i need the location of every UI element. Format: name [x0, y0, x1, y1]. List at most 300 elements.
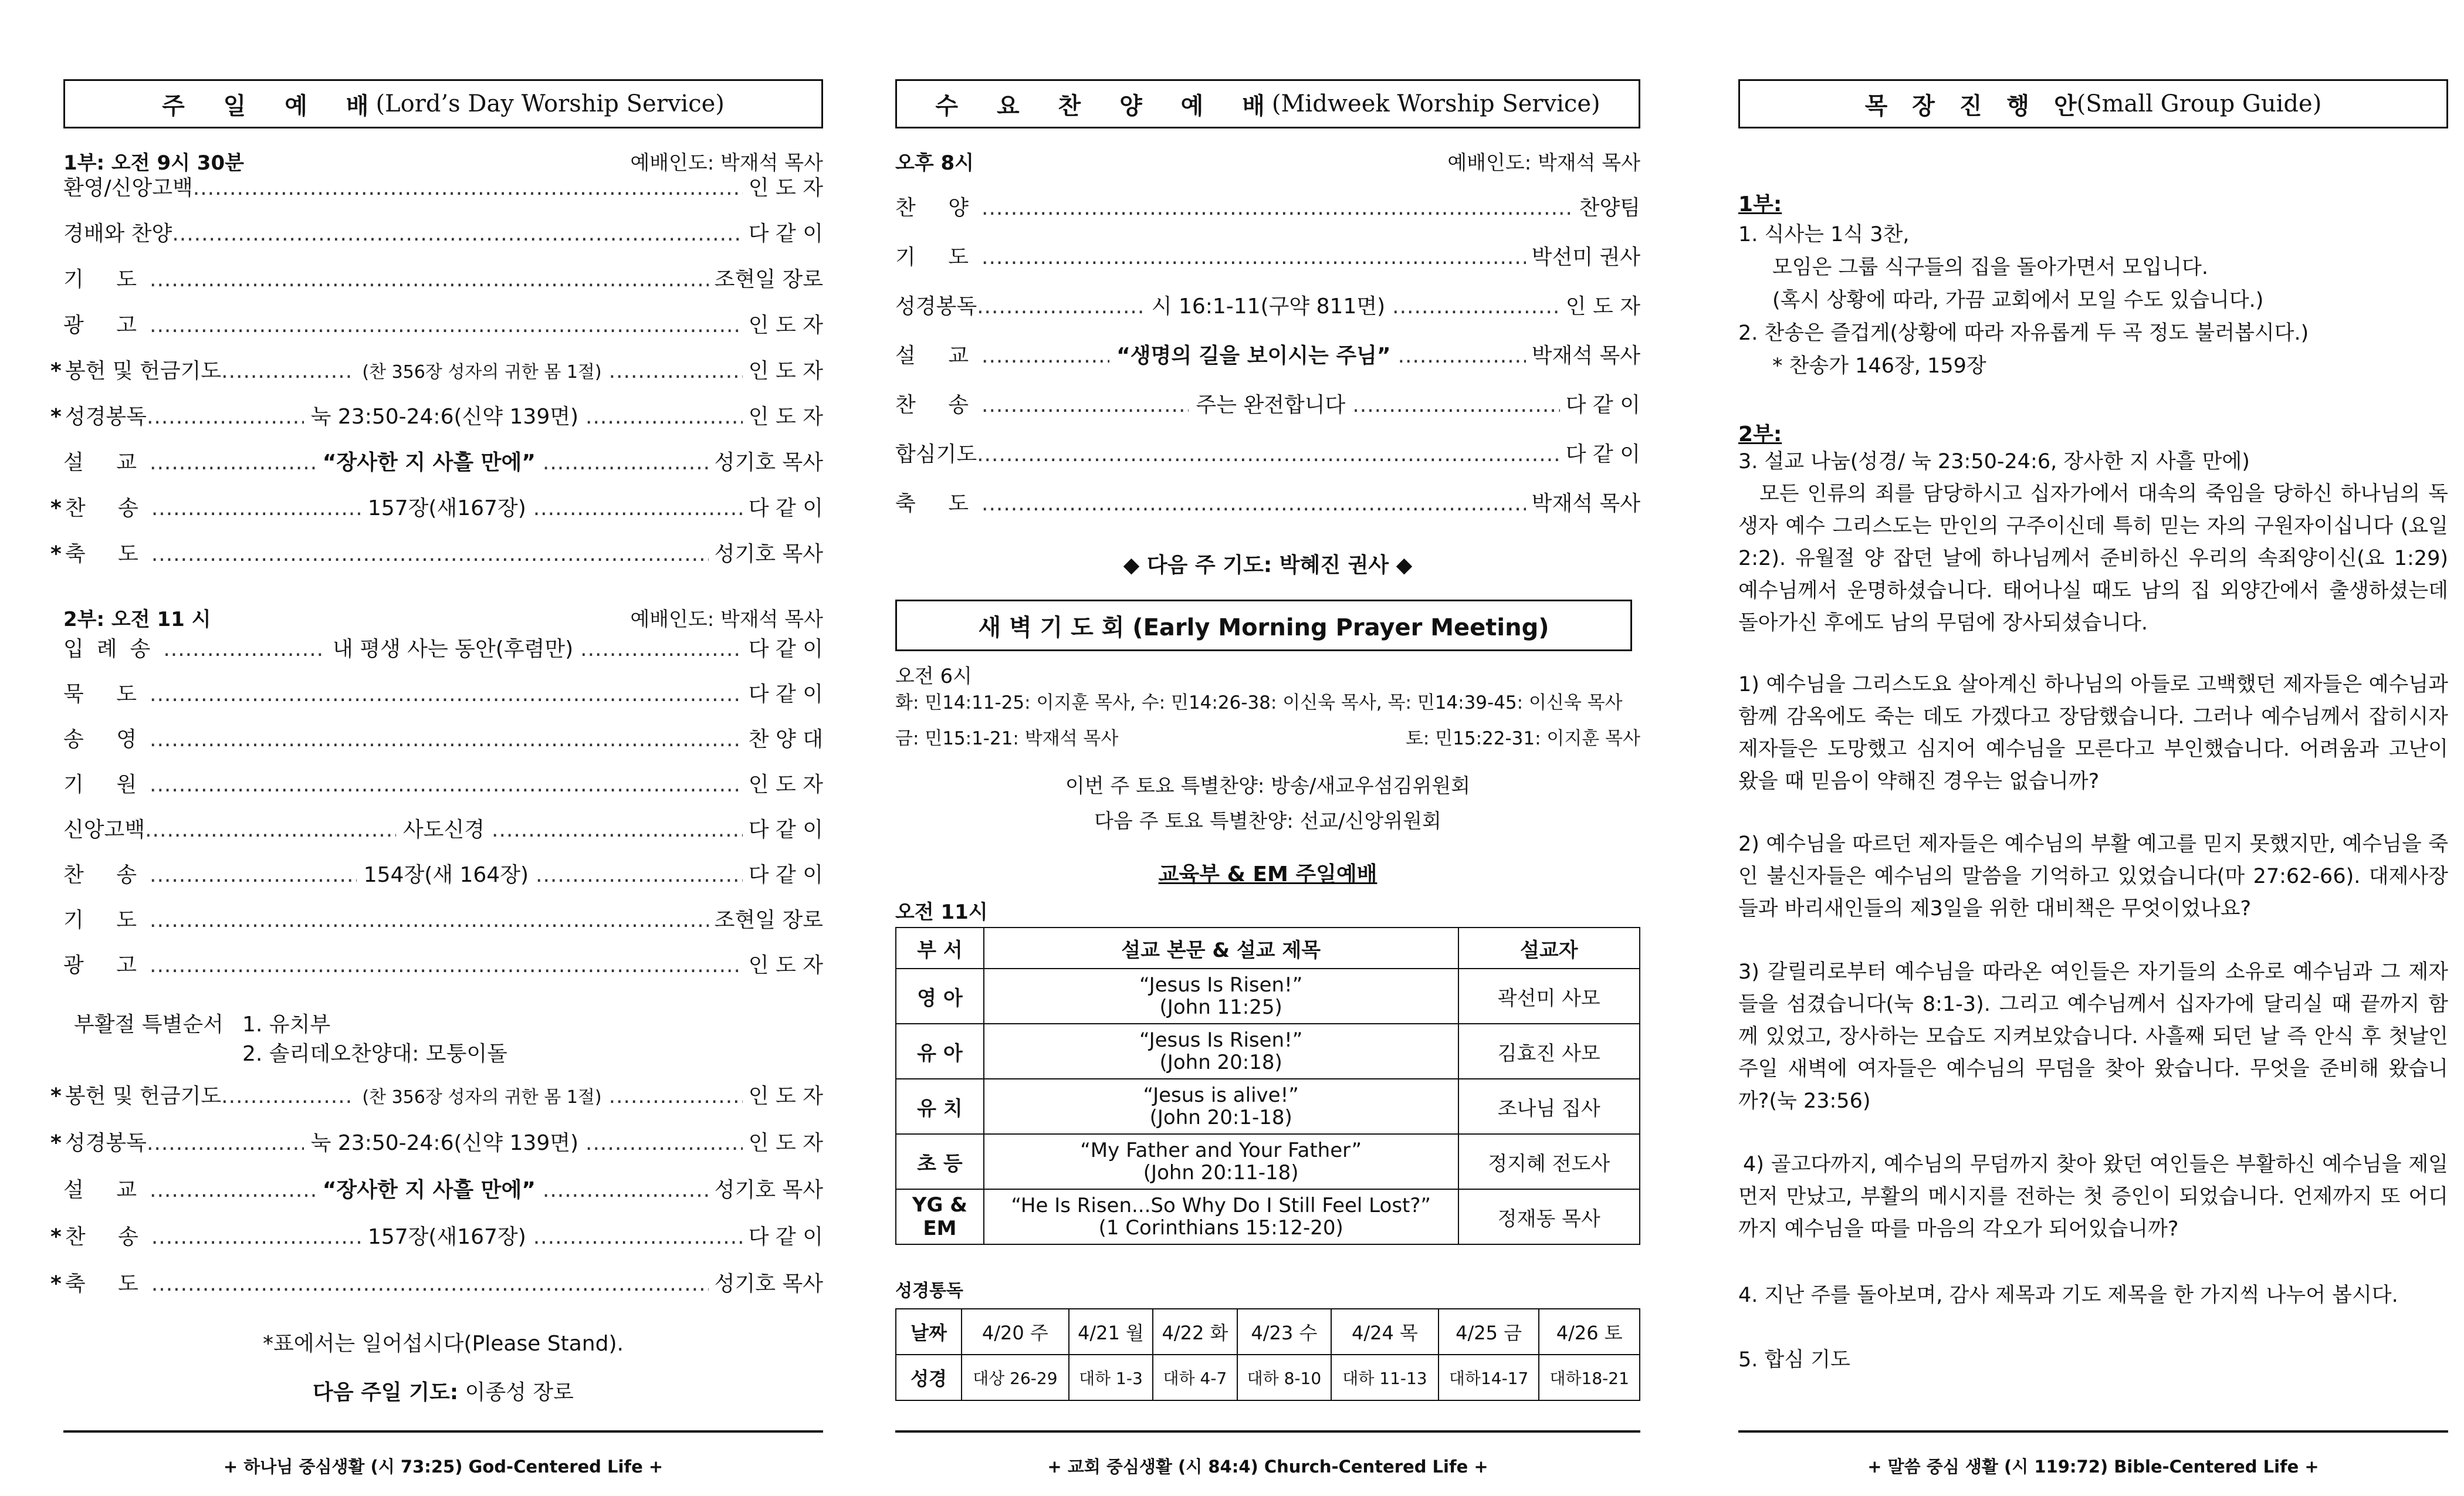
- order-label: [63, 903, 150, 933]
- sermon-title: “My Father and Your Father”: [1080, 1139, 1362, 1162]
- reading-dates-row: [896, 1309, 1640, 1355]
- order-item: [63, 446, 823, 476]
- order-label-text: 송 영: [63, 727, 150, 752]
- title-english: (Small Group Guide): [2076, 90, 2322, 117]
- order-label: [65, 400, 147, 430]
- dept-name-2: EM: [923, 1217, 957, 1240]
- order-item: [50, 400, 823, 430]
- order-label-text: 성경봉독: [65, 405, 147, 429]
- sermon-title: “Jesus Is Risen!”: [1139, 973, 1303, 997]
- order-person: 성기호 목사: [714, 451, 823, 475]
- midweek-header: [895, 147, 1640, 175]
- order-person: 성기호 목사: [714, 542, 823, 566]
- dept-name: 유 치: [917, 1096, 963, 1121]
- next-sunday-prayer: [63, 1376, 823, 1406]
- leader-dots: [150, 773, 743, 797]
- next-prayer-label: 다음 주일 기도:: [313, 1380, 459, 1404]
- dept-cell: [896, 1134, 984, 1189]
- order-label-text: 기 도: [63, 908, 150, 932]
- leader-dots: [580, 637, 743, 661]
- leader-dots: [536, 863, 743, 887]
- order-label: [63, 768, 150, 798]
- order-label-text: 찬 양: [895, 196, 981, 220]
- order-item: [895, 388, 1640, 418]
- order-label: [63, 309, 150, 339]
- reading-date: 4/24 목: [1331, 1309, 1439, 1355]
- dawn-schedule-2-right: 토: 민15:22-31: 이지훈 목사: [1405, 728, 1640, 749]
- leader-dots: [147, 405, 304, 429]
- order-label: [895, 290, 977, 320]
- order-label: [895, 339, 981, 369]
- part2-item4: 4. 지난 주를 돌아보며, 감사 제목과 기도 제목을 한 가지씩 나누어 봅시다.: [1738, 1284, 2398, 1307]
- order-detail: 157장(새167장): [367, 496, 526, 520]
- sermon-title: “Jesus is alive!”: [1143, 1084, 1299, 1107]
- speaker-cell: 곽선미 사모: [1458, 969, 1640, 1024]
- speaker-cell: 조나님 집사: [1458, 1079, 1640, 1134]
- order-item: [50, 1267, 823, 1297]
- reading-date: 4/21 월: [1069, 1309, 1153, 1355]
- leader-dots: [172, 222, 742, 246]
- reading-passages-row: [896, 1355, 1640, 1400]
- order-detail: 내 평생 사는 동안(후렴만): [332, 637, 574, 661]
- sermon-reference: (John 20:11-18): [1143, 1161, 1299, 1184]
- dawn-prayer-title: [895, 600, 1632, 651]
- leader-dots: [1392, 295, 1560, 319]
- footer-text: + 말씀 중심 생활 (시 119:72) Bible-Centered Life +: [1867, 1457, 2319, 1477]
- title-korean: 목 장 진 행 안: [1864, 92, 2085, 120]
- reading-date: 4/22 화: [1153, 1309, 1237, 1355]
- order-item: [63, 723, 823, 753]
- part2-item5: 5. 합심 기도: [1738, 1348, 1850, 1372]
- order-label: [65, 1126, 147, 1156]
- order-label-text: 성경봉독: [65, 1131, 147, 1155]
- education-time: 오전 11시: [895, 901, 988, 924]
- order-label-text: 합심기도: [895, 442, 977, 466]
- footer-text: + 교회 중심생활 (시 84:4) Church-Centered Life +: [1047, 1457, 1488, 1477]
- order-item: [895, 438, 1640, 468]
- part1-item1-detail: 모임은 그룹 식구들의 집을 돌아가면서 모입니다.: [1772, 256, 2208, 279]
- order-label-text: 설 교: [63, 451, 150, 475]
- order-detail: 157장(새167장): [367, 1225, 526, 1249]
- reading-date: 4/25 금: [1439, 1309, 1539, 1355]
- footer-text: + 하나님 중심생활 (시 73:25) God-Centered Life +: [223, 1457, 664, 1477]
- order-label: [65, 354, 221, 384]
- footer-rule: [63, 1430, 823, 1433]
- footer-rule: [1738, 1430, 2448, 1433]
- education-row: [896, 1079, 1640, 1134]
- order-detail: 사도신경: [402, 818, 485, 842]
- title-korean: 수 요 찬 양 예 배: [935, 92, 1280, 120]
- leader-dots: [1352, 393, 1559, 417]
- order-person: 박재석 목사: [1531, 344, 1641, 368]
- service1-time: 1부: 오전 9시 30분: [63, 151, 244, 175]
- order-person: 박재석 목사: [1531, 492, 1640, 516]
- dept-cell: [896, 1189, 984, 1244]
- order-label-text: 설 교: [63, 1178, 150, 1202]
- order-item: [50, 1220, 824, 1250]
- order-person: 다 같 이: [748, 682, 823, 706]
- sermon-cell: [984, 1079, 1458, 1134]
- order-label: [65, 492, 151, 522]
- order-label-text: 설 교: [895, 344, 981, 368]
- sermon-cell: [984, 969, 1458, 1024]
- special-praise-next-week: 다음 주 토요 특별찬양: 선교/신앙위원회: [1094, 810, 1441, 833]
- order-detail: “장사한 지 사흘 만에”: [322, 451, 536, 475]
- header-sermon: 설교 본문 & 설교 제목: [984, 928, 1458, 969]
- speaker-cell: 김효진 사모: [1458, 1024, 1640, 1079]
- order-item: [50, 537, 823, 567]
- order-label-text: 광 고: [63, 313, 150, 337]
- education-table-header: [896, 928, 1640, 969]
- order-detail: 주는 완전합니다: [1196, 393, 1346, 417]
- leader-dots: [150, 727, 743, 752]
- stand-marker: *: [50, 542, 62, 566]
- leader-dots: [163, 637, 326, 661]
- leader-dots: [981, 344, 1109, 368]
- question-3: 3) 갈릴리로부터 예수님을 따라온 여인들은 자기들의 소유로 예수님과 그 제자들을 섬겼습니다(눅 8:1-3). 그리고 예수님께서 십자가에 달리실 때 끝까지 함께 있었고, 장사하는 모습도 지켜보았습니다. 사흘째 되던 날 즉 안식 후 첫날인 주일 새벽에 여자들은 예수님의 무덤을 찾아 왔습니다. 무엇을 준비해 왔습니까?(눅 23:56): [1738, 960, 2448, 1113]
- order-detail: 눅 23:50-24:6(신약 139면): [310, 405, 579, 429]
- dawn-title-text: 새 벽 기 도 회 (Early Morning Prayer Meeting): [978, 614, 1549, 641]
- reading-date: 4/23 수: [1237, 1309, 1331, 1355]
- order-person: 성기호 목사: [714, 1272, 823, 1296]
- leader-dots: [533, 1225, 743, 1249]
- order-item: [63, 903, 823, 933]
- stand-marker: *: [50, 359, 62, 383]
- order-label-text: 성경봉독: [895, 295, 977, 319]
- easter-label: 부활절 특별순서: [74, 1013, 224, 1037]
- leader-dots: [193, 176, 743, 200]
- sermon-cell: [984, 1024, 1458, 1079]
- part1-heading: 1부:: [1738, 192, 1782, 216]
- special-praise-this-week: 이번 주 토요 특별찬양: 방송/새교우섬김위원회: [1065, 774, 1471, 798]
- service2-time: 2부: 오전 11 시: [63, 608, 211, 631]
- reading-passage: 대하14-17: [1439, 1355, 1539, 1400]
- order-detail: “생명의 길을 보이시는 주님”: [1116, 344, 1391, 368]
- question-4: 4) 골고다까지, 예수님의 무덤까지 찾아 왔던 여인들은 부활하신 예수님을 제일 먼저 만났고, 부활의 메시지를 전하는 첫 증인이 되었습니다. 언제까지 또 어디까지 예수님을 따를 마음의 각오가 되어있습니까?: [1738, 1153, 2448, 1241]
- part1-hymns: * 찬송가 146장, 159장: [1772, 354, 1986, 378]
- leader-dots: [533, 496, 743, 520]
- leader-dots: [981, 245, 1526, 269]
- order-detail: 시 16:1-11(구약 811면): [1151, 295, 1386, 319]
- reading-date: 4/20 주: [962, 1309, 1069, 1355]
- order-label-text: 축 도: [65, 542, 151, 566]
- order-person: 다 같 이: [1565, 393, 1641, 417]
- reading-passage: 대하 4-7: [1153, 1355, 1237, 1400]
- reading-passage-label: 성경: [896, 1355, 962, 1400]
- order-label: [63, 723, 150, 753]
- order-label-text: 축 도: [895, 492, 981, 516]
- header-speaker: 설교자: [1458, 928, 1640, 969]
- lords-day-title: [63, 79, 823, 128]
- education-table: [895, 927, 1640, 1245]
- order-person: 조현일 장로: [714, 908, 823, 932]
- order-item: [895, 339, 1640, 369]
- leader-dots: [150, 1178, 316, 1202]
- order-label-text: 봉헌 및 헌금기도: [65, 359, 222, 383]
- order-label-text: 광 고: [63, 953, 150, 977]
- order-label: [895, 388, 981, 418]
- sermon-title: “Jesus Is Risen!”: [1139, 1028, 1303, 1052]
- leader-dots: [151, 496, 361, 520]
- order-label-text: 찬 송: [65, 1225, 151, 1249]
- order-item: [63, 949, 823, 979]
- order-label: [65, 537, 151, 567]
- dawn-time: 오전 6시: [895, 665, 972, 688]
- reading-date-label: 날짜: [896, 1309, 962, 1355]
- order-person: 박선미 권사: [1531, 245, 1640, 269]
- reading-date: 4/26 토: [1539, 1309, 1640, 1355]
- education-row: [896, 969, 1640, 1024]
- education-row: [896, 1189, 1640, 1244]
- order-person: 다 같 이: [748, 1225, 824, 1249]
- dept-cell: [896, 1079, 984, 1134]
- order-item: [63, 309, 823, 339]
- order-item: [50, 1079, 824, 1109]
- dawn-schedule-2-left: 금: 민15:1-21: 박재석 목사: [895, 728, 1119, 749]
- order-label: [895, 241, 981, 270]
- order-person: 찬양팀: [1579, 196, 1640, 220]
- order-label: [63, 263, 150, 293]
- leader-dots: [981, 196, 1573, 220]
- order-label: [895, 191, 981, 221]
- order-item: [63, 768, 823, 798]
- bible-reading-title: 성경통독: [895, 1281, 963, 1301]
- midweek-leader: 예배인도: 박재석 목사: [1447, 151, 1640, 175]
- order-label-text: 찬 송: [65, 496, 151, 520]
- order-item: [895, 290, 1640, 320]
- order-item: [63, 632, 823, 662]
- part1-item2: 2. 찬송은 즐겁게(상황에 따라 자유롭게 두 곡 정도 불러봅시다.): [1738, 321, 2309, 345]
- reading-passage: 대하18-21: [1539, 1355, 1640, 1400]
- easter-item-1: 1. 유치부: [242, 1013, 331, 1037]
- lords-day-column: [50, 0, 824, 1496]
- order-person: 인 도 자: [748, 1131, 823, 1155]
- order-label: [895, 487, 981, 517]
- order-item: [63, 263, 823, 293]
- leader-dots: [150, 313, 743, 337]
- education-row: [896, 1134, 1640, 1189]
- midweek-title: [895, 79, 1640, 128]
- leader-dots: [221, 1084, 355, 1108]
- leader-dots: [151, 1225, 361, 1249]
- dept-name: YG &: [912, 1193, 967, 1217]
- leader-dots: [150, 682, 743, 706]
- order-label-text: 봉헌 및 헌금기도: [65, 1084, 222, 1108]
- order-item: [63, 1173, 823, 1203]
- order-item: [895, 241, 1640, 270]
- stand-marker: *: [50, 1131, 62, 1155]
- sermon-title: “He Is Risen...So Why Do I Still Feel Lost?”: [1011, 1194, 1431, 1217]
- title-english: (Lord’s Day Worship Service): [375, 90, 725, 117]
- order-person: 인 도 자: [748, 953, 823, 977]
- order-label: [63, 446, 150, 476]
- easter-item-2: 2. 솔리데오찬양대: 모퉁이돌: [242, 1042, 507, 1066]
- order-person: 인 도 자: [1565, 295, 1641, 319]
- stand-marker: *: [50, 1084, 62, 1108]
- leader-dots: [150, 863, 357, 887]
- order-person: 인 도 자: [748, 1084, 824, 1108]
- order-label: [63, 678, 150, 708]
- service2-leader: 예배인도: 박재석 목사: [630, 608, 823, 631]
- order-person: 인 도 자: [748, 176, 823, 200]
- footer-rule: [895, 1430, 1640, 1433]
- order-label: [895, 438, 977, 468]
- order-label: [63, 813, 145, 843]
- order-label: [63, 217, 172, 247]
- small-group-title: [1738, 79, 2448, 128]
- order-label-text: 기 도: [63, 268, 150, 292]
- sermon-cell: [984, 1134, 1458, 1189]
- next-prayer-name: 이종성 장로: [465, 1380, 574, 1404]
- order-item: [50, 1126, 823, 1156]
- part1-item1: 1. 식사는 1식 3찬,: [1738, 223, 1910, 246]
- dept-name: 유 아: [917, 1041, 963, 1065]
- order-item: [63, 217, 823, 247]
- sermon-reference: (1 Corinthians 15:12-20): [1098, 1216, 1343, 1240]
- order-detail: “장사한 지 사흘 만에”: [322, 1178, 536, 1202]
- bible-reading-table: [895, 1308, 1640, 1401]
- stand-marker: *: [50, 405, 62, 429]
- leader-dots: [150, 953, 743, 977]
- order-item: [63, 171, 823, 201]
- order-detail: (찬 356장 성자의 귀한 몸 1절): [362, 1087, 602, 1108]
- reading-passage: 대하 11-13: [1331, 1355, 1439, 1400]
- leader-dots: [151, 1272, 709, 1296]
- order-detail: (찬 356장 성자의 귀한 몸 1절): [362, 362, 602, 383]
- order-person: 인 도 자: [748, 359, 824, 383]
- leader-dots: [585, 1131, 743, 1155]
- sermon-cell: [984, 1189, 1458, 1244]
- leader-dots: [543, 1178, 709, 1202]
- title-korean: 주 일 예 배: [162, 92, 384, 120]
- leader-dots: [543, 451, 709, 475]
- order-label-text: 경배와 찬양: [63, 222, 172, 246]
- dept-name: 초 등: [917, 1152, 963, 1176]
- order-person: 다 같 이: [748, 818, 823, 842]
- order-label: [65, 1079, 221, 1109]
- education-row: [896, 1024, 1640, 1079]
- leader-dots: [151, 542, 709, 566]
- sermon-reference: (John 11:25): [1159, 996, 1282, 1019]
- order-detail: 눅 23:50-24:6(신약 139면): [310, 1131, 579, 1155]
- midweek-column: [895, 0, 1640, 1496]
- order-person: 성기호 목사: [714, 1178, 823, 1202]
- sermon-reference: (John 20:1-18): [1149, 1106, 1292, 1129]
- order-label: [63, 858, 150, 888]
- order-person: 인 도 자: [748, 773, 823, 797]
- order-person: 인 도 자: [748, 405, 823, 429]
- question-2: 2) 예수님을 따르던 제자들은 예수님의 부활 예고를 믿지 못했지만, 예수님을 죽인 불신자들은 예수님의 말씀을 기억하고 있었습니다(마 27:62-66). 대제사장들과 바리새인들의 제3일을 위한 대비책은 무엇이었나요?: [1738, 832, 2448, 920]
- order-label-text: 환영/신앙고백: [63, 176, 193, 200]
- midweek-time: 오후 8시: [895, 151, 974, 175]
- stand-marker: *: [50, 496, 62, 520]
- order-label: [63, 1173, 150, 1203]
- order-person: 다 같 이: [748, 496, 824, 520]
- order-person: 조현일 장로: [714, 268, 823, 292]
- order-person: 다 같 이: [748, 637, 824, 661]
- order-item: [895, 487, 1640, 517]
- leader-dots: [977, 295, 1145, 319]
- header-dept: 부 서: [896, 928, 984, 969]
- order-person: 찬 양 대: [748, 727, 823, 752]
- order-item: [63, 813, 823, 843]
- part1-item1-note: (혹시 상황에 따라, 가끔 교회에서 모일 수도 있습니다.): [1772, 289, 2264, 312]
- order-person: 다 같 이: [748, 863, 824, 887]
- order-label-text: 신앙고백: [63, 818, 145, 842]
- stand-marker: *: [50, 1225, 62, 1249]
- reading-passage: 대하 8-10: [1237, 1355, 1331, 1400]
- service2-header: [63, 603, 823, 632]
- order-item: [50, 354, 824, 384]
- leader-dots: [609, 1084, 743, 1108]
- sermon-sharing-heading: 3. 설교 나눔(성경/ 눅 23:50-24:6, 장사한 지 사흘 만에): [1738, 450, 2250, 473]
- speaker-cell: 정재동 목사: [1458, 1189, 1640, 1244]
- leader-dots: [609, 359, 743, 383]
- order-item: [63, 678, 823, 708]
- order-label-text: 찬 송: [63, 863, 150, 887]
- reading-passage: 대하 1-3: [1069, 1355, 1153, 1400]
- order-label: [63, 171, 193, 201]
- order-label-text: 입례송: [63, 637, 164, 661]
- order-label-text: 기 원: [63, 773, 150, 797]
- order-person: 다 같 이: [748, 222, 823, 246]
- leader-dots: [147, 1131, 304, 1155]
- order-item: [895, 191, 1640, 221]
- leader-dots: [221, 359, 355, 383]
- order-label: [65, 1267, 151, 1297]
- leader-dots: [981, 492, 1526, 516]
- sermon-reference: (John 20:18): [1159, 1051, 1282, 1074]
- leader-dots: [145, 818, 396, 842]
- dept-cell: [896, 969, 984, 1024]
- sermon-summary: 모든 인류의 죄를 담당하시고 십자가에서 대속의 죽임을 당하신 하나님의 독생자 예수 그리스도는 만인의 구주이신데 특히 믿는 자의 구원자이십니다 (요일 2:2). 유월절 양 잡던 날에 하나님께서 준비하신 우리의 속죄양이신(요 1:29) 예수님께서 운명하셨습니다. 태어나실 때도 남의 집 외양간에서 출생하셨는데 돌아가신 후에도 남의 무덤에 장사되셨습니다.: [1738, 482, 2448, 635]
- part2-heading: 2부:: [1738, 422, 1782, 446]
- order-person: 다 같 이: [1565, 442, 1640, 466]
- leader-dots: [150, 451, 316, 475]
- leader-dots: [977, 442, 1560, 466]
- leader-dots: [150, 908, 709, 932]
- order-label-text: 기 도: [895, 245, 981, 269]
- order-item: [50, 492, 824, 522]
- service1-leader: 예배인도: 박재석 목사: [630, 151, 823, 175]
- order-label-text: 묵 도: [63, 682, 150, 706]
- order-detail: 154장(새 164장): [363, 863, 529, 887]
- dawn-schedule-1: 화: 민14:11-25: 이지훈 목사, 수: 민14:26-38: 이신욱 목사, 목: 민14:39-45: 이신욱 목사: [895, 692, 1623, 713]
- order-label-text: 축 도: [65, 1272, 151, 1296]
- order-label: [63, 949, 150, 979]
- speaker-cell: 정지혜 전도사: [1458, 1134, 1640, 1189]
- order-label-text: 찬 송: [895, 393, 981, 417]
- reading-passage: 대상 26-29: [962, 1355, 1069, 1400]
- stand-note: *표에서는 일어섭시다(Please Stand).: [263, 1332, 624, 1356]
- leader-dots: [150, 268, 709, 292]
- order-item: [63, 858, 823, 888]
- title-english: (Midweek Worship Service): [1271, 90, 1600, 117]
- leader-dots: [492, 818, 743, 842]
- next-week-prayer: ◆ 다음 주 기도: 박혜진 권사 ◆: [1123, 553, 1413, 577]
- order-label: [65, 1220, 151, 1250]
- question-1: 1) 예수님을 그리스도요 살아계신 하나님의 아들로 고백했던 제자들은 예수님과 함께 감옥에도 죽는 데도 가겠다고 장담했습니다. 그러나 예수님께서 잡히시자 제자들은 도망했고 심지어 예수님을 모른다고 부인했습니다. 어려움과 고난이 왔을 때 믿음이 약해진 경우는 없습니까?: [1738, 673, 2448, 793]
- order-label: [63, 632, 163, 662]
- leader-dots: [585, 405, 743, 429]
- dept-name: 영 아: [917, 986, 963, 1010]
- small-group-column: [1738, 0, 2448, 1496]
- order-person: 인 도 자: [748, 313, 823, 337]
- leader-dots: [1398, 344, 1526, 368]
- education-title: 교육부 & EM 주일예배: [1158, 862, 1377, 886]
- leader-dots: [981, 393, 1189, 417]
- dept-cell: [896, 1024, 984, 1079]
